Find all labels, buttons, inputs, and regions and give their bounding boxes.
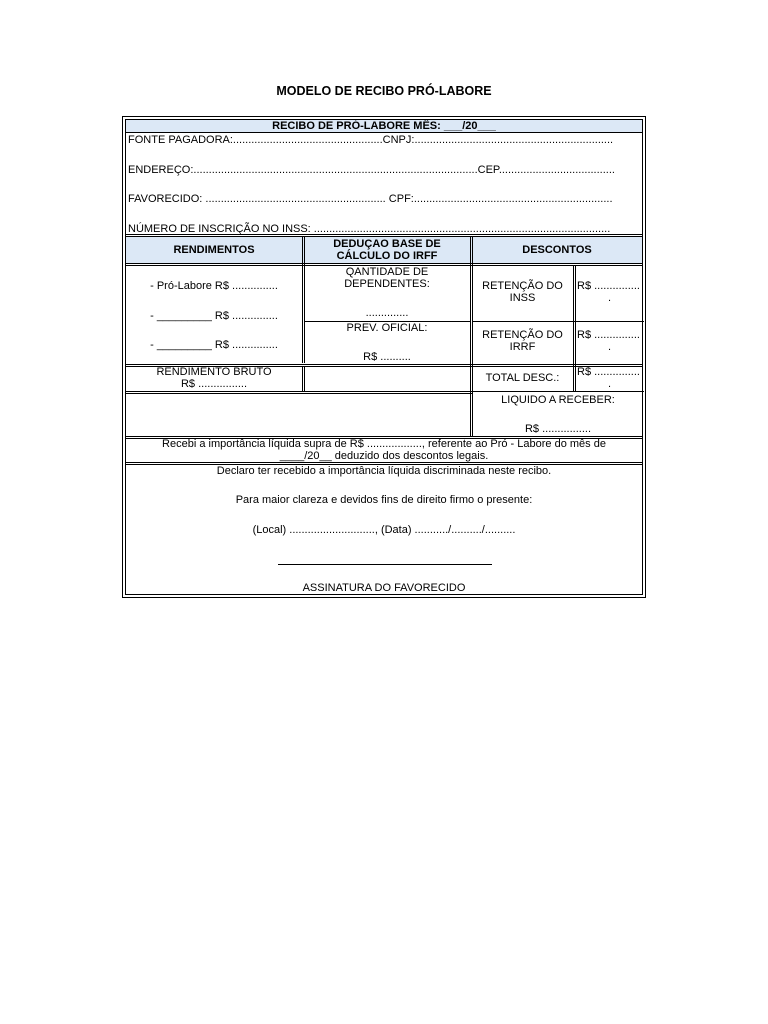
- retencao-inss-value-cont: .: [608, 292, 612, 304]
- total-desc-value-cont: .: [608, 378, 612, 390]
- rendimento-bruto-label: RENDIMENTO BRUTO: [156, 366, 272, 378]
- divider: [126, 391, 472, 394]
- total-desc-value: R$ ...............: [577, 366, 640, 378]
- receipt-table: [125, 119, 643, 595]
- qtd-dependentes-line2: DEPENDENTES:: [344, 278, 430, 290]
- liquido-a-receber-label: LIQUIDO A RECEBER:: [501, 394, 615, 406]
- qtd-dependentes-value: ..............: [365, 307, 409, 319]
- retencao-inss-line1: RETENÇÃO DO: [482, 280, 563, 292]
- qtd-dependentes-line1: QANTIDADE DE: [345, 266, 429, 278]
- retencao-irrf-line1: RETENÇÃO DO: [482, 329, 563, 341]
- retencao-irrf-value-cont: .: [608, 341, 612, 353]
- divider: [472, 321, 644, 322]
- col-deducao-line1: DEDUÇAO BASE DE: [333, 238, 441, 250]
- pro-labore-line: - Pró-Labore R$ ...............: [150, 280, 278, 292]
- divider: [126, 234, 642, 237]
- outro-rendimento-line: - _________ R$ ...............: [150, 339, 278, 351]
- recebi-line2: ____/20__ deduzido dos descontos legais.: [279, 450, 489, 462]
- assinatura-label: ASSINATURA DO FAVORECIDO: [302, 582, 466, 594]
- inscricao-inss-field: NÚMERO DE INSCRIÇÃO NO INSS: .................................................................................................: [128, 223, 611, 235]
- rendimento-bruto-value: R$ ................: [180, 378, 248, 390]
- favorecido-field: FAVORECIDO: ........................................................... CPF:.................................................................: [128, 193, 613, 205]
- liquido-a-receber-value: R$ ................: [524, 423, 592, 435]
- signature-line: [278, 564, 492, 565]
- recebi-line1: Recebi a importância líquida supra de R$ .................., referente ao Pró - Labore do mês de: [162, 438, 606, 450]
- document-title: MODELO DE RECIBO PRÓ-LABORE: [276, 84, 492, 98]
- divider: [573, 266, 576, 391]
- fonte-pagadora-field: FONTE PAGADORA:.................................................CNPJ:.................................................................: [128, 134, 614, 146]
- retencao-irrf-line2: IRRF: [509, 341, 536, 353]
- retencao-irrf-value: R$ ...............: [577, 329, 640, 341]
- prev-oficial-label: PREV. OFICIAL:: [346, 322, 428, 334]
- declaracao-text: Declaro ter recebido a importância líquida discriminada neste recibo.: [216, 465, 552, 477]
- receipt-header: RECIBO DE PRÓ-LABORE MÊS: ___/20___: [272, 120, 496, 132]
- col-descontos: DESCONTOS: [522, 244, 592, 256]
- total-desc-label: TOTAL DESC.:: [485, 372, 560, 384]
- divider: [302, 366, 305, 391]
- outro-rendimento-line: - _________ R$ ...............: [150, 310, 278, 322]
- col-rendimentos: RENDIMENTOS: [173, 244, 255, 256]
- retencao-inss-line2: INSS: [509, 292, 536, 304]
- divider: [302, 236, 305, 363]
- retencao-inss-value: R$ ...............: [577, 280, 640, 292]
- divider: [472, 391, 644, 392]
- clareza-text: Para maior clareza e devidos fins de direito firmo o presente:: [235, 494, 533, 506]
- col-deducao-line2: CÁLCULO DO IRFF: [336, 250, 438, 262]
- endereco-field: ENDEREÇO:.............................................................................................CEP......................................: [128, 164, 615, 176]
- receipt-form: [122, 116, 646, 598]
- prev-oficial-value: R$ ..........: [363, 351, 411, 363]
- local-data-line: (Local) ............................, (Data) .........../........../..........: [252, 524, 516, 536]
